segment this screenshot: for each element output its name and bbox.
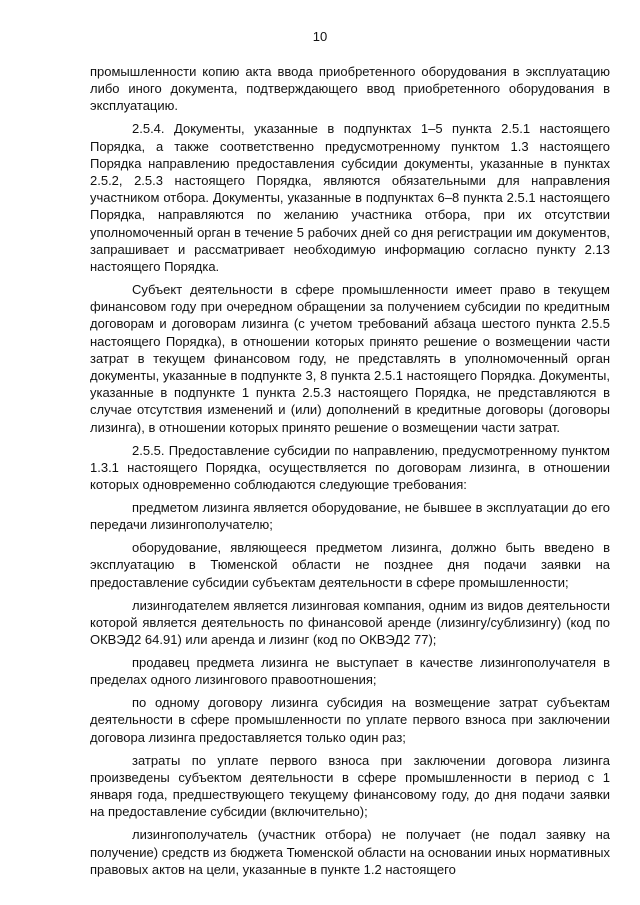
requirement-seller: продавец предмета лизинга не выступает в качестве лизингополучателя в пределах одного лизингового правоотношения;	[90, 655, 610, 688]
document-body	[90, 63, 610, 884]
requirement-payment-period: затраты по уплате первого взноса при заключении договора лизинга произведены субъектом деятельности в сфере промышленности в период с 1 января года, предшествующего текущему финансовому году, до дня подачи заявки на предоставление субсидии (включительно);	[90, 752, 610, 820]
paragraph-continuation: промышленности копию акта ввода приобретенного оборудования в эксплуатацию либо иного документа, подтверждающего ввод приобретенного оборудования в эксплуатацию.	[90, 64, 610, 114]
requirement-lessor: лизингодателем является лизинговая компания, одним из видов деятельности которой является деятельность по финансовой аренде (лизингу/сублизингу) (код по ОКВЭД2 64.91) или аренда и лизинг (код по ОКВЭД2 77);	[90, 597, 610, 648]
requirement-single-subsidy: по одному договору лизинга субсидия на возмещение затрат субъектам деятельности в сфере промышленности по уплате первого взноса при заключении договора лизинга предоставляется только один раз;	[90, 695, 610, 745]
requirement-commissioning: оборудование, являющееся предметом лизинга, должно быть введено в эксплуатацию в Тюменской области не позднее дня подачи заявки на предоставление субсидии субъектам деятельности в сфере промышленности;	[90, 540, 610, 590]
requirement-unused-equipment: предметом лизинга является оборудование, не бывшее в эксплуатации до его передачи лизингополучателю;	[90, 500, 610, 533]
requirement-no-other-funds: лизингополучатель (участник отбора) не получает (не подал заявку на получение) средств из бюджета Тюменской области на основании иных нормативных правовых актов на цели, указанные в пункте 1.2 настоящего	[90, 827, 610, 877]
paragraph-2-5-5: 2.5.5. Предоставление субсидии по направлению, предусмотренному пунктом 1.3.1 настоящего Порядка, осуществляется по договорам лизинга, в отношении которых одновременно соблюдаются следующие требования:	[90, 442, 610, 493]
page-number: 10	[312, 29, 328, 44]
paragraph-subject-right: Субъект деятельности в сфере промышленности имеет право в текущем финансовом году при очередном обращении за получением субсидии по кредитным договорам и договорам лизинга (с учетом требований абзаца шестого пункта 2.5.5 настоящего Порядка), в отношении которых принято решение о возмещении части затрат в текущем финансовом году, не представлять в уполномоченный орган документы, указанные в подпункте 3, 8 пункта 2.5.1 настоящего Порядка. Документы, указанные в подпункте 1 пункта 2.5.3 настоящего Порядка, не представляются в случае отсутствия изменений и (или) дополнений в кредитные договоры (договоры лизинга), в отношении которых принято решение о возмещении части затрат.	[90, 282, 610, 435]
paragraph-2-5-4: 2.5.4. Документы, указанные в подпунктах 1–5 пункта 2.5.1 настоящего Порядка, а также соответственно предусмотренному пунктом 1.3 настоящего Порядка направлению предоставления субсидии документы, указанные в пунктах 2.5.2, 2.5.3 настоящего Порядка, являются обязательными для направления участником отбора. Документы, указанные в подпунктах 6–8 пункта 2.5.1 настоящего Порядка, направляются по желанию участника отбора, при их отсутствии уполномоченный орган в течение 5 рабочих дней со дня регистрации им документов, запрашивает и рассматривает необходимую информацию согласно пункту 2.13 настоящего Порядка.	[90, 121, 610, 275]
